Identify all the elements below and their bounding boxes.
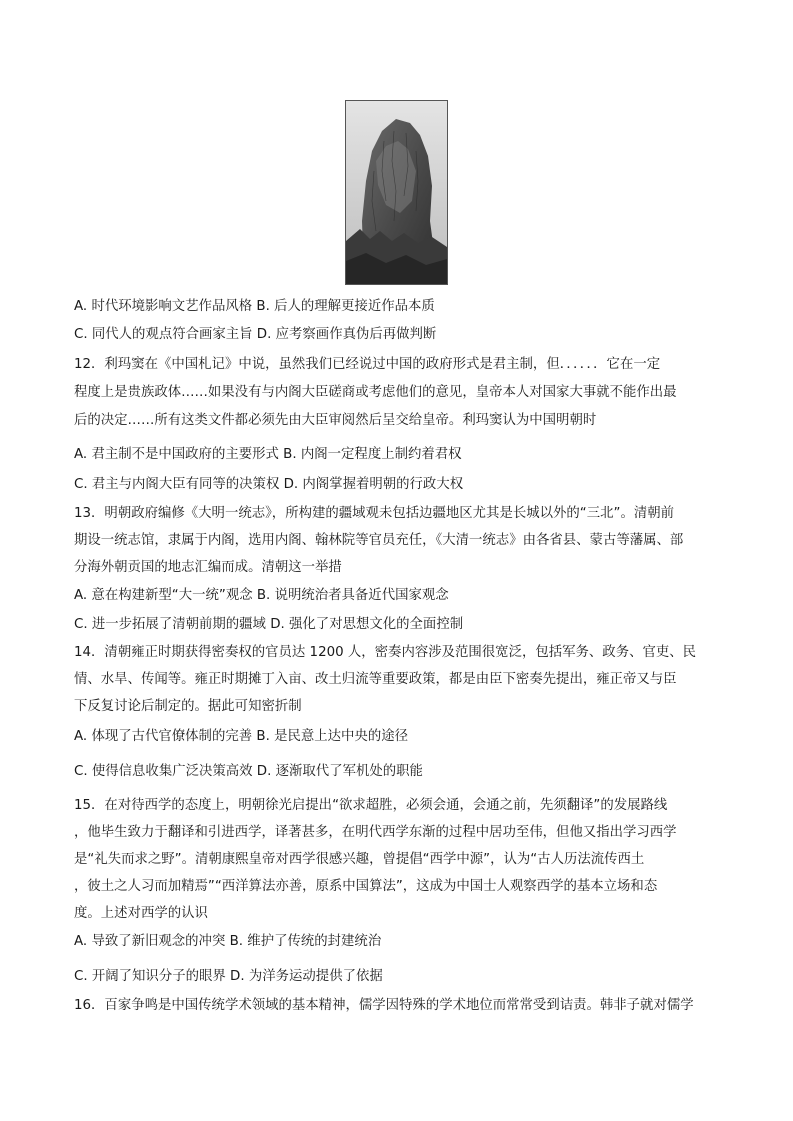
q15-option-a-b: A. 导致了新旧观念的冲突 B. 维护了传统的封建统治 <box>74 934 382 949</box>
landscape-painting-icon <box>346 101 447 284</box>
q14-option-c-d: C. 使得信息收集广泛决策高效 D. 逐渐取代了军机处的职能 <box>74 764 423 779</box>
q14-stem-line-3: 下反复讨论后制定的。据此可知密折制 <box>74 699 302 714</box>
q13-stem-line-2: 期设一统志馆，隶属于内阁，选用内阁、翰林院等官员充任，《大清一统志》由各省县、蒙古等藩属、部 <box>74 533 684 548</box>
q14-stem-line-1: 14．清朝雍正时期获得密奏权的官员达 1200 人，密奏内容涉及范围很宽泛，包括军务、政务、官吏、民 <box>74 645 697 660</box>
q15-stem-line-1: 15．在对待西学的态度上，明朝徐光启提出“欲求超胜，必须会通，会通之前，先须翻译”的发展路线 <box>74 798 668 813</box>
q14-stem-line-2: 情、水旱、传闻等。雍正时期摊丁入亩、改土归流等重要政策，都是由臣下密奏先提出，雍正帝又与臣 <box>74 672 677 687</box>
q12-stem-line-3: 后的决定……所有这类文件都必须先由大臣审阅然后呈交给皇帝。利玛窦认为中国明朝时 <box>74 413 597 428</box>
q15-stem-line-3: 是“礼失而求之野”。清朝康熙皇帝对西学很感兴趣，曾提倡“西学中源”，认为“古人历法流传西土 <box>74 852 645 867</box>
q14-option-a-b: A. 体现了古代官僚体制的完善 B. 是民意上达中央的途径 <box>74 729 408 744</box>
q15-stem-line-4: ，彼土之人习而加精焉”“西洋算法亦善，原系中国算法”，这成为中国士人观察西学的基本立场和态 <box>74 879 658 894</box>
q13-stem-line-3: 分海外朝贡国的地志汇编而成。清朝这一举措 <box>74 560 342 575</box>
q12-option-c-d: C. 君主与内阁大臣有同等的决策权 D. 内阁掌握着明朝的行政大权 <box>74 477 464 492</box>
q12-stem-line-1: 12．利玛窦在《中国札记》中说，虽然我们已经说过中国的政府形式是君主制，但．．．．．．它在一定 <box>74 357 661 372</box>
q11-option-a-b: A. 时代环境影响文艺作品风格 B. 后人的理解更接近作品本质 <box>74 299 435 314</box>
q15-stem-line-5: 度。上述对西学的认识 <box>74 906 208 921</box>
q13-option-c-d: C. 进一步拓展了清朝前期的疆域 D. 强化了对思想文化的全面控制 <box>74 617 464 632</box>
q15-option-c-d: C. 开阔了知识分子的眼界 D. 为洋务运动提供了依据 <box>74 969 383 984</box>
q13-option-a-b: A. 意在构建新型“大一统”观念 B. 说明统治者具备近代国家观念 <box>74 588 449 603</box>
q13-stem-line-1: 13．明朝政府编修《大明一统志》，所构建的疆域观未包括边疆地区尤其是长城以外的“三北”。清朝前 <box>74 506 675 521</box>
q16-stem-line-1: 16．百家争鸣是中国传统学术领域的基本精神，儒学因特殊的学术地位而常常受到诘责。韩非子就对儒学 <box>74 998 694 1013</box>
q15-stem-line-2: ，他毕生致力于翻译和引进西学，译著甚多，在明代西学东渐的过程中居功至伟，但他又指出学习西学 <box>74 825 677 840</box>
q11-option-c-d: C. 同代人的观点符合画家主旨 D. 应考察画作真伪后再做判断 <box>74 327 437 342</box>
q12-option-a-b: A. 君主制不是中国政府的主要形式 B. 内阁一定程度上制约着君权 <box>74 447 462 462</box>
landscape-painting-image <box>345 100 448 285</box>
q12-stem-line-2: 程度上是贵族政体……如果没有与内阁大臣磋商或考虑他们的意见，皇帝本人对国家大事就不能作出最 <box>74 385 677 400</box>
